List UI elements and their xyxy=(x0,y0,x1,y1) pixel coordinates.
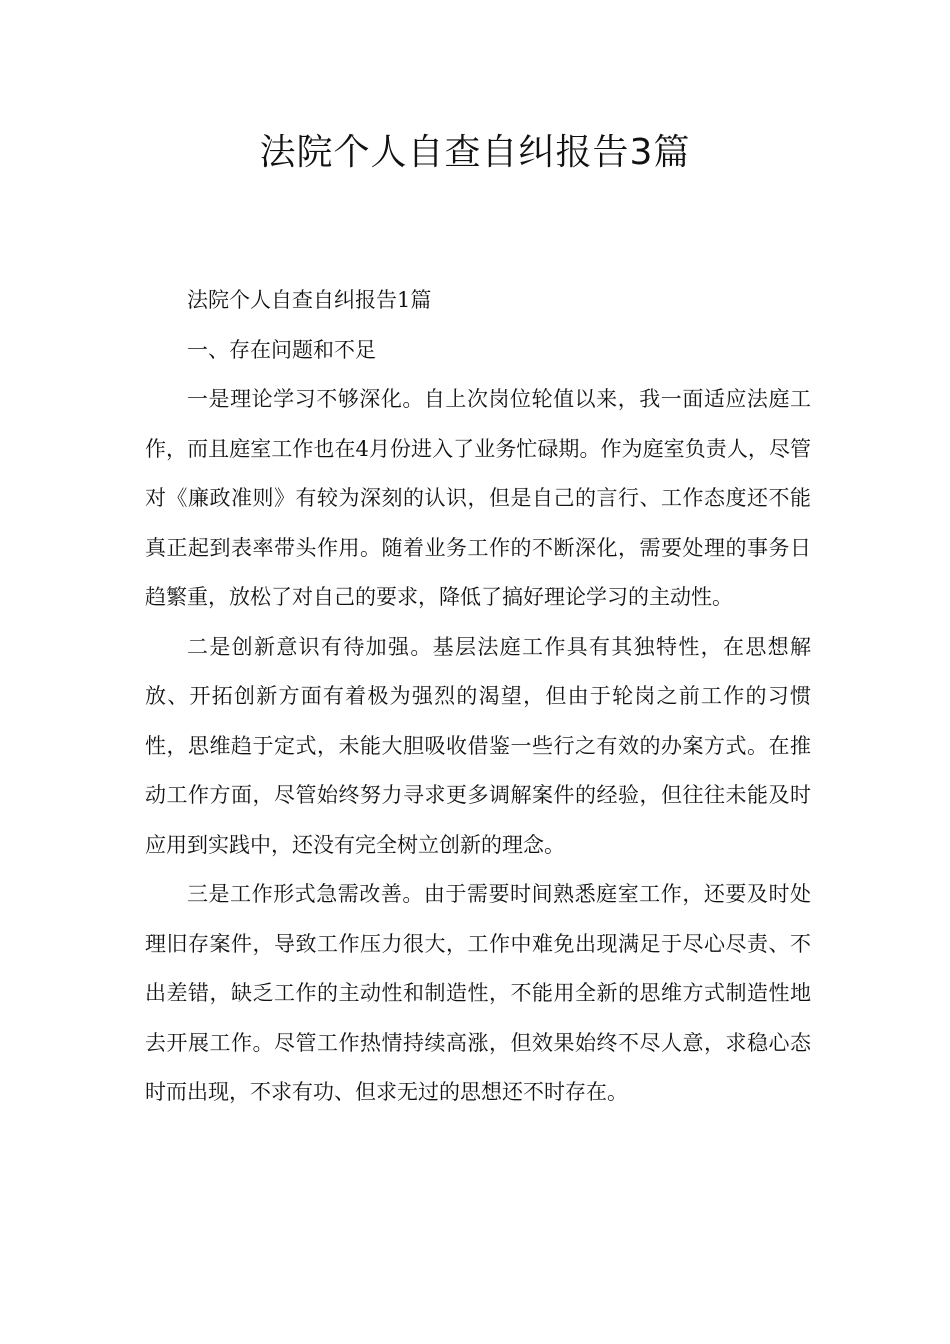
paragraph-theory-study: 一是理论学习不够深化。自上次岗位轮值以来，我一面适应法庭工作，而且庭室工作也在4月份进入了业务忙碌期。作为庭室负责人，尽管对《廉政准则》有较为深刻的认识，但是自己的言行、工作态度还不能真正起到表率带头作用。随着业务工作的不断深化，需要处理的事务日趋繁重，放松了对自己的要求，降低了搞好理论学习的主动性。 xyxy=(145,387,811,609)
paragraph-innovation: 二是创新意识有待加强。基层法庭工作具有其独特性，在思想解放、开拓创新方面有着极为强烈的渴望，但由于轮岗之前工作的习惯性，思维趋于定式，未能大胆吸收借鉴一些行之有效的办案方式。在推动工作方面，尽管始终努力寻求更多调解案件的经验，但往往未能及时应用到实践中，还没有完全树立创新的理念。 xyxy=(145,634,811,857)
section-heading-report-1: 法院个人自查自纠报告1篇 xyxy=(187,288,432,312)
document-title: 法院个人自查自纠报告3篇 xyxy=(259,132,691,173)
section-heading-problems: 一、存在问题和不足 xyxy=(187,337,376,362)
document-body xyxy=(145,276,811,1118)
paragraph-work-style: 三是工作形式急需改善。由于需要时间熟悉庭室工作，还要及时处理旧存案件，导致工作压力很大，工作中难免出现满足于尽心尽责、不出差错，缺乏工作的主动性和制造性，不能用全新的思维方式制造性地去开展工作。尽管工作热情持续高涨，但效果始终不尽人意，求稳心态时而出现，不求有功、但求无过的思想还不时存在。 xyxy=(145,882,811,1104)
